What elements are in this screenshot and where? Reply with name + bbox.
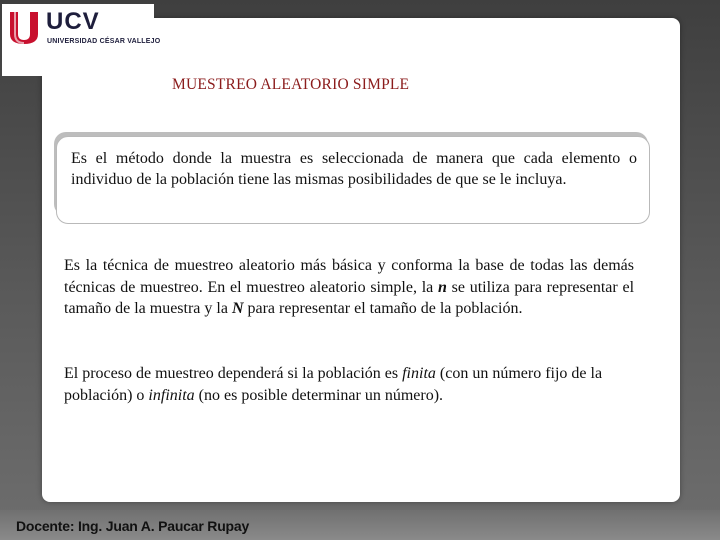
paragraph-text: El proceso de muestreo dependerá si la población es <box>64 365 403 382</box>
finite-term: finita <box>402 365 436 382</box>
population-size-symbol: N <box>231 300 244 317</box>
paragraph-text: (con un número fijo de la población) o <box>64 365 603 404</box>
paragraph-text: Es la técnica de muestreo aleatorio más básica y conforma la base de todas las demás técnicas de muestreo. En el muestreo aleatorio simple, la <box>64 257 634 296</box>
paragraph-technique <box>64 255 634 320</box>
ucv-emblem-icon <box>8 10 40 46</box>
paragraph-process <box>64 363 644 406</box>
logo-strip <box>2 54 117 76</box>
definition-text: Es el método donde la muestra es seleccionada de manera que cada elemento o individuo de la población tiene las mismas posibilidades de que se le incluya. <box>71 150 637 188</box>
logo-name: UCV <box>46 8 100 35</box>
paragraph-text: (no es posible determinar un número). <box>194 386 444 404</box>
docente-footer: Docente: Ing. Juan A. Paucar Rupay <box>16 518 250 534</box>
paragraph-text: para representar el tamaño de la población. <box>243 300 523 317</box>
logo-subtitle: UNIVERSIDAD CÉSAR VALLEJO <box>47 38 161 45</box>
sample-size-symbol: n <box>438 278 447 296</box>
infinite-term: infinita <box>148 386 195 404</box>
paragraph-text: se utiliza para representar el tamaño de la muestra y la <box>64 278 635 317</box>
page-title: MUESTREO ALEATORIO SIMPLE <box>172 76 410 93</box>
university-logo <box>2 4 161 54</box>
